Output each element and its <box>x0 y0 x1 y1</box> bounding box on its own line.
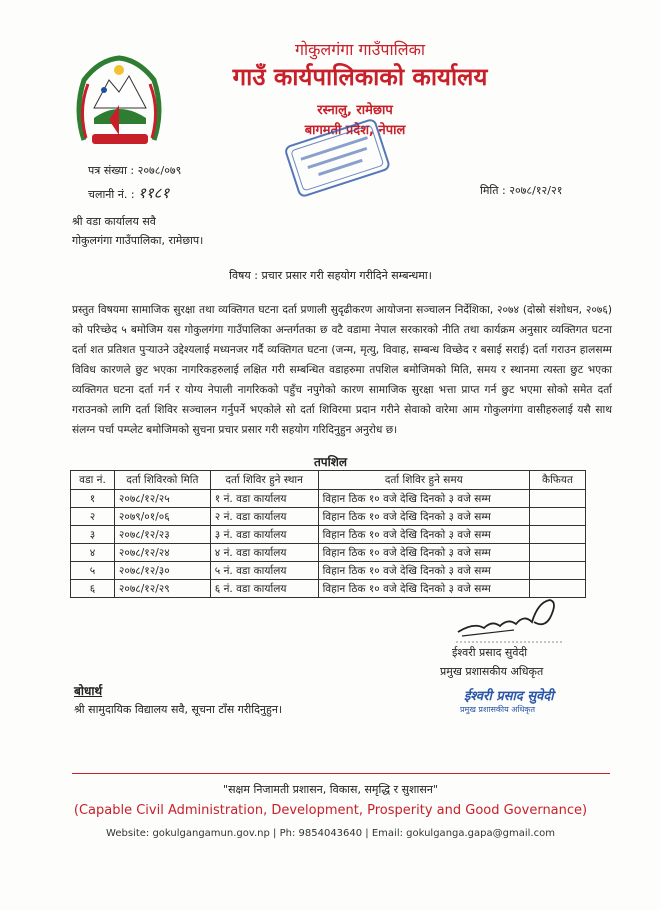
cell-time: विहान ठिक १० वजे देखि दिनको ३ वजे सम्म <box>318 562 529 580</box>
cell-ward: ६ <box>71 580 115 598</box>
cell-ward: २ <box>71 508 115 526</box>
cell-remarks <box>530 526 586 544</box>
letter-number: पत्र संख्या : २०७८/०७९ <box>88 164 182 177</box>
signer-stamp-title: प्रमुख प्रशासकीय अधिकृत <box>460 705 536 714</box>
cell-time: विहान ठिक १० वजे देखि दिनको ३ वजे सम्म <box>318 508 529 526</box>
schedule-table <box>70 470 586 598</box>
recipient-line-2: गोकुलगंगा गाउँपालिका, रामेछाप। <box>72 234 204 247</box>
footer-motto-english: (Capable Civil Administration, Development, Prosperity and Good Governance) <box>73 803 588 818</box>
footer-motto: "सक्षम निजामती प्रशासन, विकास, समृद्धि र सुशासन" <box>223 783 438 796</box>
cell-date: २०७८/१२/२९ <box>114 580 210 598</box>
signer-name: ईश्वरी प्रसाद सुवेदी <box>452 646 528 659</box>
cell-date: २०७८/१२/२५ <box>114 490 210 508</box>
col-header-ward: वडा नं. <box>71 471 115 490</box>
cell-ward: ३ <box>71 526 115 544</box>
cell-place: ३ नं. वडा कार्यालय <box>210 526 318 544</box>
cell-date: २०७९/०१/०६ <box>114 508 210 526</box>
office-title: गाउँ कार्यपालिकाको कार्यालय <box>232 63 488 91</box>
cell-time: विहान ठिक १० वजे देखि दिनको ३ वजे सम्म <box>318 526 529 544</box>
address-line-2: बागमती प्रदेश, नेपाल <box>304 123 406 138</box>
signer-title: प्रमुख प्रशासकीय अधिकृत <box>440 665 544 678</box>
table-row <box>71 490 586 508</box>
signature-mark <box>454 592 564 644</box>
recipient-block <box>72 212 203 250</box>
table-row <box>71 562 586 580</box>
cell-remarks <box>530 562 586 580</box>
cell-place: ४ नं. वडा कार्यालय <box>210 544 318 562</box>
cell-ward: ५ <box>71 562 115 580</box>
signer-stamp-name: ईश्वरी प्रसाद सुवेदी <box>464 689 554 704</box>
cell-ward: ४ <box>71 544 115 562</box>
cell-ward: १ <box>71 490 115 508</box>
office-stamp-icon <box>282 112 392 202</box>
address-line-1: रस्नालु, रामेछाप <box>317 103 393 118</box>
cell-date: २०७८/१२/३० <box>114 562 210 580</box>
table-row <box>71 544 586 562</box>
cc-title: बोधार्थ <box>74 684 103 698</box>
dispatch-value: ११८१ <box>138 184 170 202</box>
subject-line: विषय : प्रचार प्रसार गरी सहयोग गरीदिने सम्बन्धमा। <box>229 269 432 282</box>
office-name: गोकुलगंगा गाउँपालिका <box>294 40 426 59</box>
cell-date: २०७८/१२/२४ <box>114 544 210 562</box>
dispatch-number <box>88 183 169 203</box>
cell-place: २ नं. वडा कार्यालय <box>210 508 318 526</box>
letter-body: प्रस्तुत विषयमा सामाजिक सुरक्षा तथा व्यक्तिगत घटना दर्ता प्रणाली सुदृढीकरण आयोजना सञ्चालन निर्देशिका, २०७४ (दोस्रो संशोधन, २०७६) को परिच्छेद ५ बमोजिम यस गोकुलगंगा गाउँपालिका अन्तर्गतका छ वटै वडामा नेपाल सरकारको नीति तथा कार्यक्रम अनुसार व्यक्तिगत घटना दर्ता शत प्रतिशत पुऱ्याउने उद्देश्यलाई मध्यनजर गर्दै व्यक्तिगत घटना (जन्म, मृत्यु, विवाह, सम्बन्ध विच्छेद र बसाई सराई) दर्ता गराउन हालसम्म विविध कारणले छुट भएका नागरिकहरुलाई लक्षित गरी सम्बन्धित वडाहरुमा तपशिल बमोजिमको मिति, समय र स्थानमा त्यस्ता छुट भएका व्यक्तिगत घटना दर्ता गर्न र योग्य नेपाली नागरिकको पहुँच नपुगेको कारण सामाजिक सुरक्षा भत्ता प्राप्त गर्न छुट भएमा सोको समेत दर्ता गराउनको लागि दर्ता शिविर सञ्चालन गर्नुपर्ने भएकोले सो दर्ता शिविरमा प्रदान गरीने सेवाको वारेमा आम गोकुलगंगा वासीहरुलाई यसै साथ संलग्न पर्चा पम्प्लेट बमोजिमको सुचना प्रचार प्रसार गरी सहयोग गरिदिनुहुन अनुरोध छ। <box>72 304 612 436</box>
cell-place: ६ नं. वडा कार्यालय <box>210 580 318 598</box>
cell-time: विहान ठिक १० वजे देखि दिनको ३ वजे सम्म <box>318 490 529 508</box>
table-row <box>71 508 586 526</box>
cell-date: २०७८/१२/२३ <box>114 526 210 544</box>
col-header-place: दर्ता शिविर हुने स्थान <box>210 471 318 490</box>
cell-time: विहान ठिक १० वजे देखि दिनको ३ वजे सम्म <box>318 580 529 598</box>
schedule-title: तपशिल <box>313 455 348 469</box>
footer-divider <box>72 773 610 774</box>
dispatch-label: चलानी नं. : <box>88 188 135 201</box>
nepal-emblem-icon <box>64 50 174 150</box>
cell-time: विहान ठिक १० वजे देखि दिनको ३ वजे सम्म <box>318 544 529 562</box>
col-header-time: दर्ता शिविर हुने समय <box>318 471 529 490</box>
footer-contact: Website: gokulgangamun.gov.np | Ph: 9854043640 | Email: gokulganga.gapa@gmail.com <box>106 828 555 839</box>
cell-remarks <box>530 544 586 562</box>
letter-date: मिति : २०७८/१२/२१ <box>480 184 563 197</box>
col-header-date: दर्ता शिविरको मिति <box>114 471 210 490</box>
cc-body: श्री सामुदायिक विद्यालय सवै, सूचना टाँस गरीदिनुहुन। <box>74 703 283 716</box>
recipient-line-1: श्री वडा कार्यालय सवै <box>72 215 156 228</box>
table-header-row <box>71 471 586 490</box>
cell-remarks <box>530 508 586 526</box>
cell-place: ५ नं. वडा कार्यालय <box>210 562 318 580</box>
col-header-remarks: कैफियत <box>530 471 586 490</box>
cell-place: १ नं. वडा कार्यालय <box>210 490 318 508</box>
table-row <box>71 526 586 544</box>
cell-remarks <box>530 490 586 508</box>
